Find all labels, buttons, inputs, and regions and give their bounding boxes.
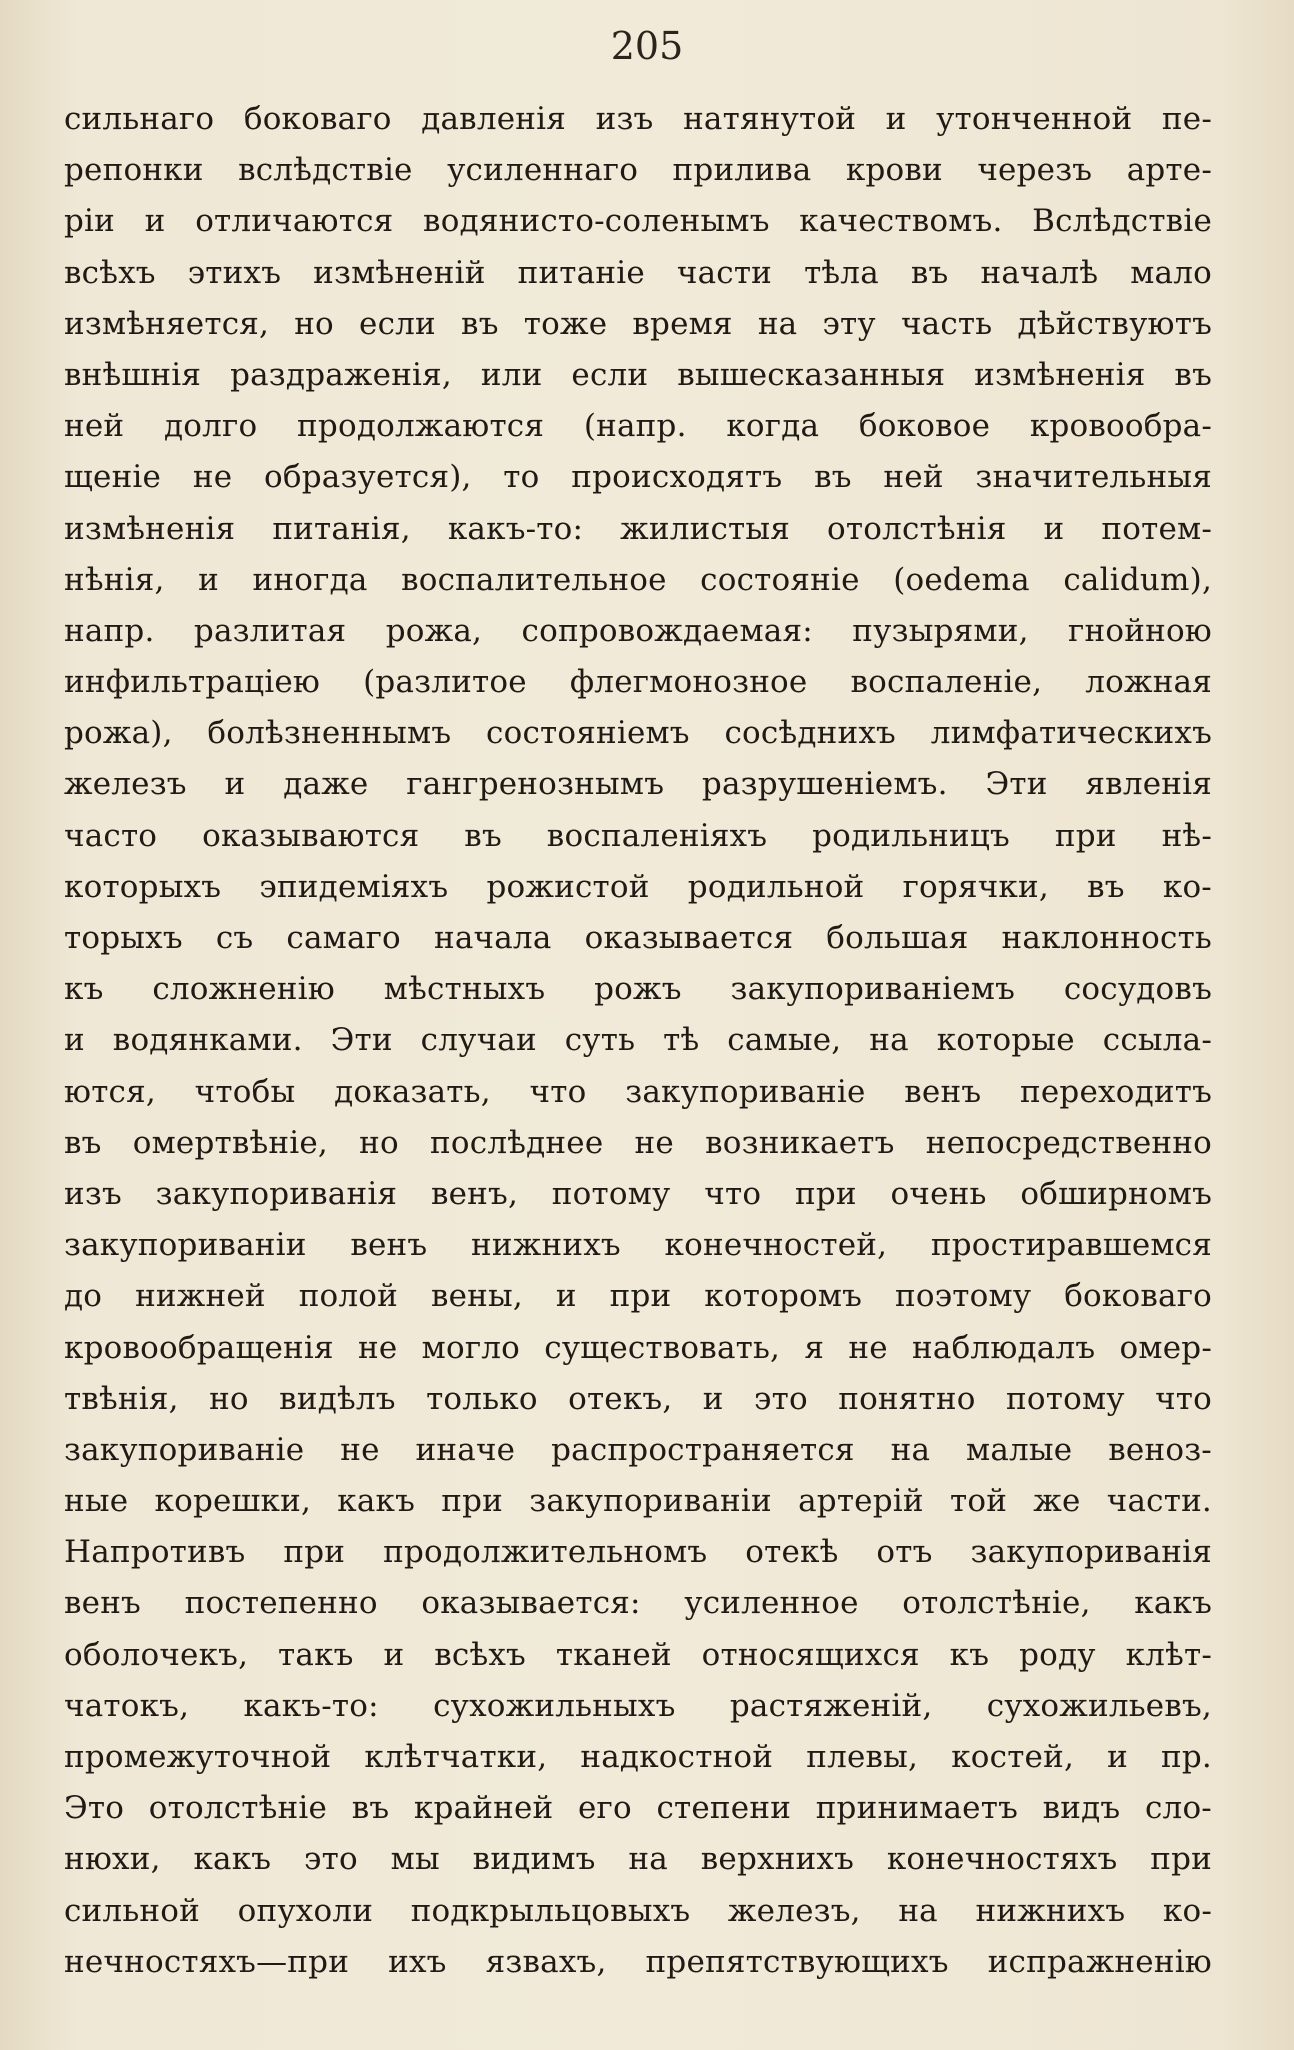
text-line: оболочекъ, такъ и всѣхъ тканей относящихся къ роду клѣт- <box>64 1636 1212 1673</box>
text-line: закупориваніи венъ нижнихъ конечностей, простиравшемся <box>64 1227 1212 1264</box>
text-line: къ сложненію мѣстныхъ рожъ закупориваніемъ сосудовъ <box>64 971 1212 1008</box>
text-line: венъ постепенно оказывается: усиленное отолстѣніе, какъ <box>64 1585 1212 1622</box>
text-line: репонки вслѣдствіе усиленнаго прилива крови черезъ арте- <box>64 152 1212 189</box>
text-line: сильнаго боковаго давленія изъ натянутой и утонченной пе- <box>64 101 1212 137</box>
text-line: рожа), болѣзненнымъ состояніемъ сосѣднихъ лимфатическихъ <box>64 715 1212 752</box>
page-number: 205 <box>610 24 684 68</box>
text-line: ней долго продолжаются (напр. когда боковое кровообра- <box>64 408 1212 445</box>
text-line: чатокъ, какъ-то: сухожильныхъ растяженій, сухожильевъ, <box>64 1687 1212 1724</box>
text-line: сильной опухоли подкрыльцовыхъ железъ, на нижнихъ ко- <box>64 1892 1212 1929</box>
text-line: Напротивъ при продолжительномъ отекѣ отъ закупориванія <box>64 1534 1212 1571</box>
text-line: ріи и отличаются водянисто-соленымъ качествомъ. Вслѣдствіе <box>64 203 1212 240</box>
text-line: нюхи, какъ это мы видимъ на верхнихъ конечностяхъ при <box>64 1841 1212 1878</box>
text-line: щеніе не образуется), то происходятъ въ ней значительныя <box>64 459 1212 496</box>
text-line: нечностяхъ—при ихъ язвахъ, препятствующихъ испражненію <box>64 1943 1212 1980</box>
text-line: измѣняется, но если въ тоже время на эту часть дѣйствуютъ <box>64 305 1212 342</box>
text-line: нѣнія, и иногда воспалительное состояніе (oedema calidum), <box>64 561 1212 598</box>
text-line: инфильтраціею (разлитое флегмонозное воспаленіе, ложная <box>64 664 1212 701</box>
text-line: до нижней полой вены, и при которомъ поэтому боковаго <box>64 1278 1212 1315</box>
text-line: изъ закупориванія венъ, потому что при очень обширномъ <box>64 1175 1212 1212</box>
text-line: ются, чтобы доказать, что закупориваніе венъ переходитъ <box>64 1073 1212 1110</box>
text-line: закупориваніе не иначе распространяется на малые венoз- <box>64 1431 1212 1468</box>
body-text <box>64 94 1212 1988</box>
text-line: кровообращенія не могло существовать, я не наблюдалъ омер- <box>64 1329 1212 1366</box>
text-line: въ омертвѣніе, но послѣднее не возникаетъ непосредственно <box>64 1124 1212 1161</box>
text-line: ные корешки, какъ при закупориваніи артерій той же части. <box>64 1483 1212 1520</box>
text-line: промежуточной клѣтчатки, надкостной плевы, костей, и пр. <box>64 1739 1212 1775</box>
text-line: торыхъ съ самаго начала оказывается большая наклонность <box>64 920 1212 956</box>
text-line: Это отолстѣніе въ крайней его степени принимаетъ видъ сло- <box>64 1790 1212 1827</box>
text-line: железъ и даже гангренознымъ разрушеніемъ. Эти явленія <box>64 766 1212 803</box>
text-line: измѣненія питанія, какъ-то: жилистыя отолстѣнія и потем- <box>64 510 1212 547</box>
text-line: твѣнія, но видѣлъ только отекъ, и это понятно потому что <box>64 1380 1212 1417</box>
text-line: и водянками. Эти случаи суть тѣ самые, на которые ссыла- <box>64 1022 1212 1059</box>
text-line: напр. разлитая рожа, сопровождаемая: пузырями, гнойною <box>64 612 1212 649</box>
text-line: всѣхъ этихъ измѣненій питаніе части тѣла въ началѣ мало <box>64 254 1212 291</box>
text-line: внѣшнія раздраженія, или если вышесказанныя измѣненія въ <box>64 356 1212 393</box>
text-line: часто оказываются въ воспаленіяхъ родильницъ при нѣ- <box>64 817 1212 854</box>
text-line: которыхъ эпидеміяхъ рожистой родильной горячки, въ ко- <box>64 868 1212 905</box>
